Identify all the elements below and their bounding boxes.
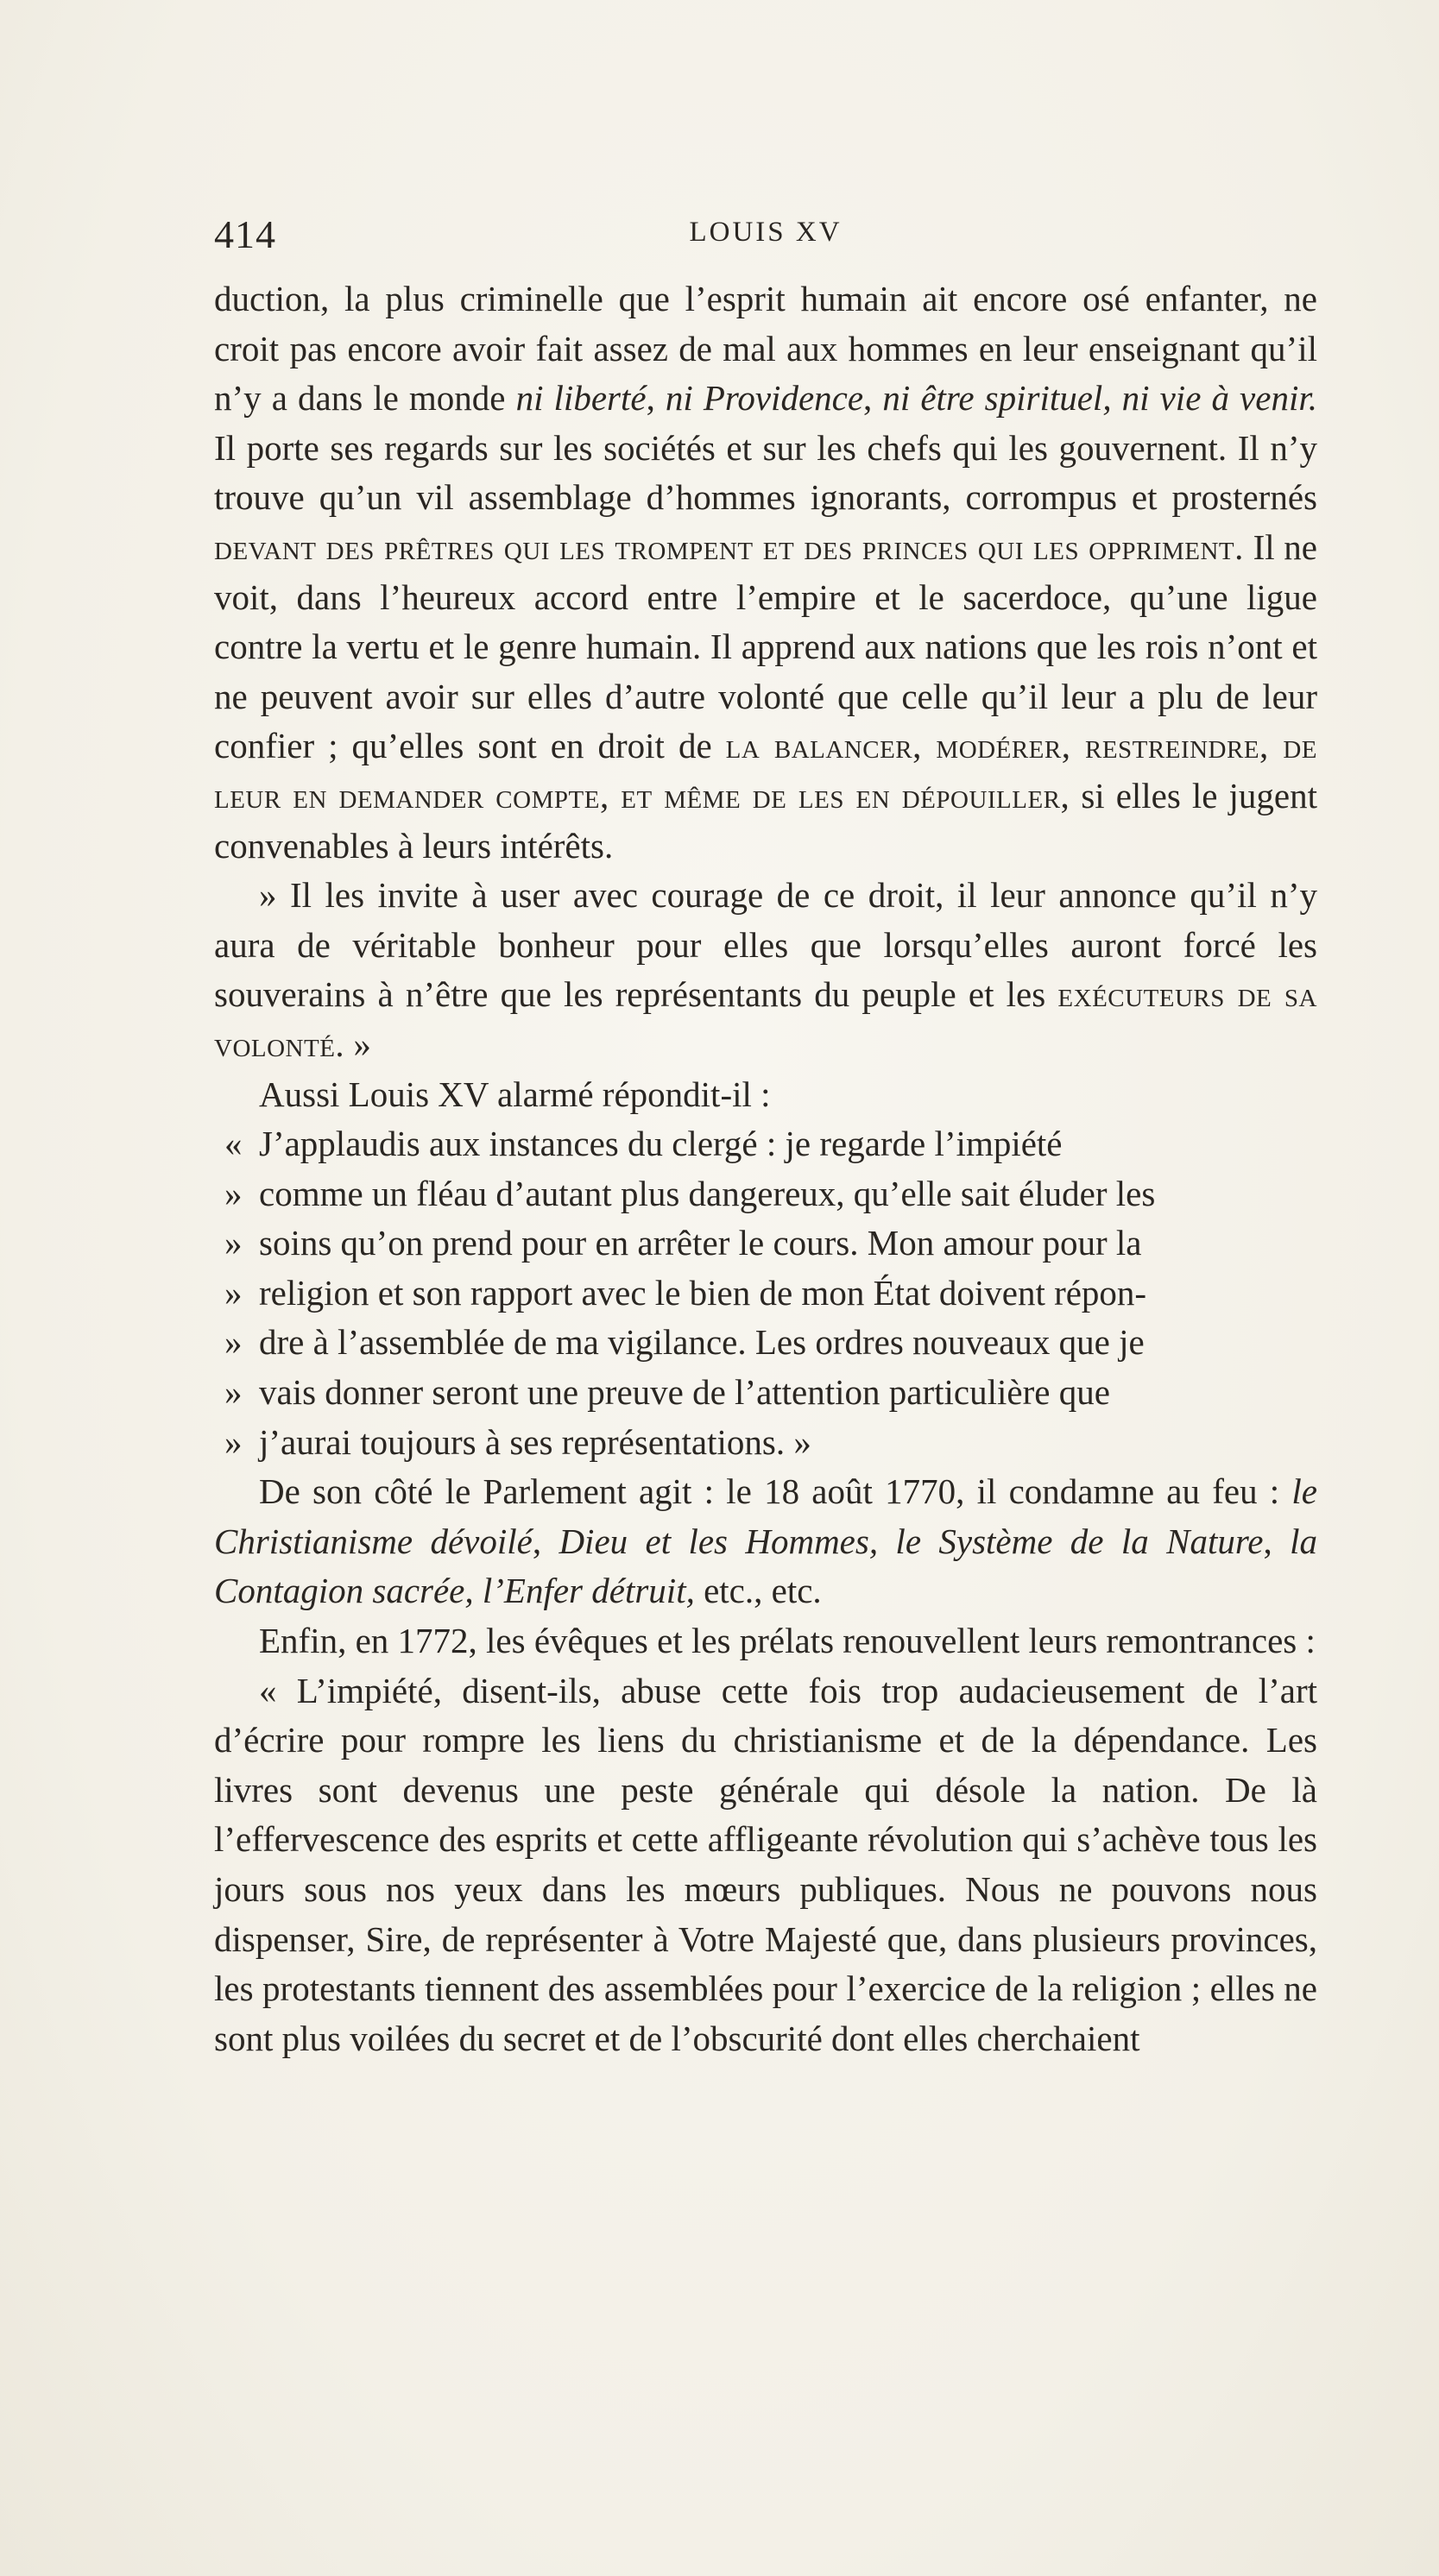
body-text: [214, 274, 1317, 2063]
page-header: [214, 211, 1317, 263]
running-title: LOUIS XV: [689, 217, 843, 248]
quote-line: » soins qu’on prend pour en arrêter le cours. Mon amour pour la: [224, 1223, 1142, 1263]
royal-quote: [214, 1119, 1317, 1467]
paragraph-7: « L’impiété, disent-ils, abuse cette fois trop audacieusement de l’art d’écrire pour rompre les liens du christianisme et de la dépendance. Les livres sont devenus une peste générale qui désole la nation. De là l’effervescence des esprits et cette affligeante révolution qui s’achève tous les jours sous nos yeux dans les mœurs publiques. Nous ne pouvons nous dispenser, Sire, de représenter à Votre Majesté que, dans plusieurs provinces, les protestants tiennent des assemblées pour l’exercice de la religion ; elles ne sont plus voilées du secret et de l’obscurité dont elles cherchaient: [214, 1670, 1317, 2058]
paragraph-6: Enfin, en 1772, les évêques et les prélats renouvellent leurs remontrances :: [259, 1621, 1316, 1661]
quote-line: » comme un fléau d’autant plus dangereux, qu’elle sait éluder les: [224, 1173, 1156, 1213]
quote-line: » vais donner seront une preuve de l’attention particulière que: [224, 1372, 1110, 1413]
paragraph-5: De son côté le Parlement agit : le 18 août 1770, il condamne au feu : le Christianisme dévoilé, Dieu et les Hommes, le Système de la Nature, la Contagion sacrée, l’Enfer détruit, etc., etc.: [214, 1471, 1317, 1611]
quote-line: » j’aurai toujours à ses représentations. »: [224, 1421, 811, 1462]
page-number: 414: [214, 212, 276, 256]
quote-line: » religion et son rapport avec le bien de mon État doivent répon-: [224, 1272, 1147, 1313]
quote-line: « J’applaudis aux instances du clergé : je regarde l’impiété: [224, 1124, 1063, 1164]
paragraph-3: Aussi Louis XV alarmé répondit-il :: [259, 1074, 771, 1114]
paragraph-2: » Il les invite à user avec courage de ce droit, il leur annonce qu’il n’y aura de véritable bonheur pour elles que lorsqu’elles auront forcé les souverains à n’être que les représentants du peuple et les exécuteurs de sa volonté. »: [214, 875, 1317, 1064]
quote-line: » dre à l’assemblée de ma vigilance. Les ordres nouveaux que je: [224, 1322, 1145, 1363]
paragraph-1: duction, la plus criminelle que l’esprit humain ait encore osé enfanter, ne croit pas encore avoir fait assez de mal aux hommes en leur enseignant qu’il n’y a dans le monde ni liberté, ni Providence, ni être spirituel, ni vie à venir. Il porte ses regards sur les sociétés et sur les chefs qui les gouvernent. Il n’y trouve qu’un vil assemblage d’hommes ignorants, corrompus et prosternés devant des prêtres qui les trompent et des princes qui les oppriment. Il ne voit, dans l’heureux accord entre l’empire et le sacerdoce, qu’une ligue contre la vertu et le genre humain. Il apprend aux nations que les rois n’ont et ne peuvent avoir sur elles d’autre volonté que celle qu’il leur a plu de leur confier ; qu’elles sont en droit de la balancer, modérer, restreindre, de leur en demander compte, et même de les en dépouiller, si elles le jugent convenables à leurs intérêts.: [214, 279, 1317, 866]
